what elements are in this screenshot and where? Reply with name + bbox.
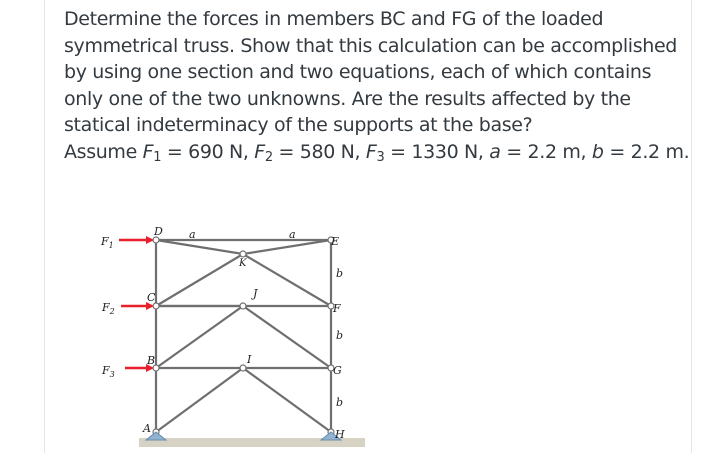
label-b-bot: b — [336, 396, 344, 409]
label-A: A — [143, 422, 151, 435]
f2-subscript: 2 — [264, 149, 273, 165]
label-G: G — [333, 364, 342, 377]
label-b-mid: b — [336, 329, 344, 342]
member-IH — [243, 368, 331, 432]
member-JG — [243, 306, 331, 368]
f2-value: = 580 N, — [272, 140, 361, 163]
label-E: E — [331, 235, 340, 248]
label-F2: $F_2$ — [102, 301, 115, 316]
label-K: K — [239, 258, 247, 269]
label-a-left: a — [189, 228, 196, 241]
label-J: J — [253, 287, 258, 300]
label-F1: $F_1$ — [101, 235, 114, 250]
b-symbol: b — [591, 140, 604, 163]
joint-I — [240, 365, 246, 371]
problem-line-2: symmetrical truss. Show that this calculation can be accomplished — [64, 34, 678, 57]
truss-diagram — [81, 220, 381, 453]
member-CK — [156, 254, 243, 306]
f3-subscript: 3 — [376, 149, 385, 165]
f1-subscript: 1 — [153, 149, 162, 165]
member-DK — [156, 240, 243, 254]
label-F3: $F_3$ — [102, 364, 115, 379]
member-KE — [243, 240, 331, 254]
f3-symbol: F — [365, 140, 377, 163]
problem-line-4: only one of the two unknowns. Are the results affected by the — [64, 87, 631, 110]
member-AI — [156, 368, 243, 432]
member-BJ — [156, 306, 243, 368]
label-b-top: b — [336, 267, 344, 280]
label-H: H — [335, 428, 345, 441]
b-value: = 2.2 m. — [603, 140, 690, 163]
f1-symbol: F — [142, 140, 154, 163]
label-D: D — [154, 225, 163, 238]
joint-J — [240, 303, 246, 309]
load-arrows — [119, 240, 152, 368]
problem-statement — [64, 6, 690, 165]
label-I: I — [247, 353, 252, 366]
f3-value: = 1330 N, — [384, 140, 484, 163]
joint-K — [240, 251, 246, 257]
problem-card — [44, 0, 692, 453]
assume-label: Assume — [64, 140, 137, 163]
label-C: C — [147, 291, 156, 304]
label-B: B — [147, 354, 156, 367]
problem-assumptions — [64, 139, 690, 166]
label-F: F — [333, 302, 341, 315]
label-a-right: a — [289, 228, 296, 241]
a-value: = 2.2 m, — [500, 140, 587, 163]
f1-value: = 690 N, — [161, 140, 249, 163]
problem-line-1: Determine the forces in members BC and FG of the loaded — [64, 8, 604, 30]
f2-symbol: F — [254, 140, 265, 163]
problem-line-5: statical indeterminacy of the supports at the base? — [64, 114, 533, 136]
a-symbol: a — [489, 140, 501, 163]
problem-line-3: by using one section and two equations, each of which contains — [64, 61, 652, 83]
